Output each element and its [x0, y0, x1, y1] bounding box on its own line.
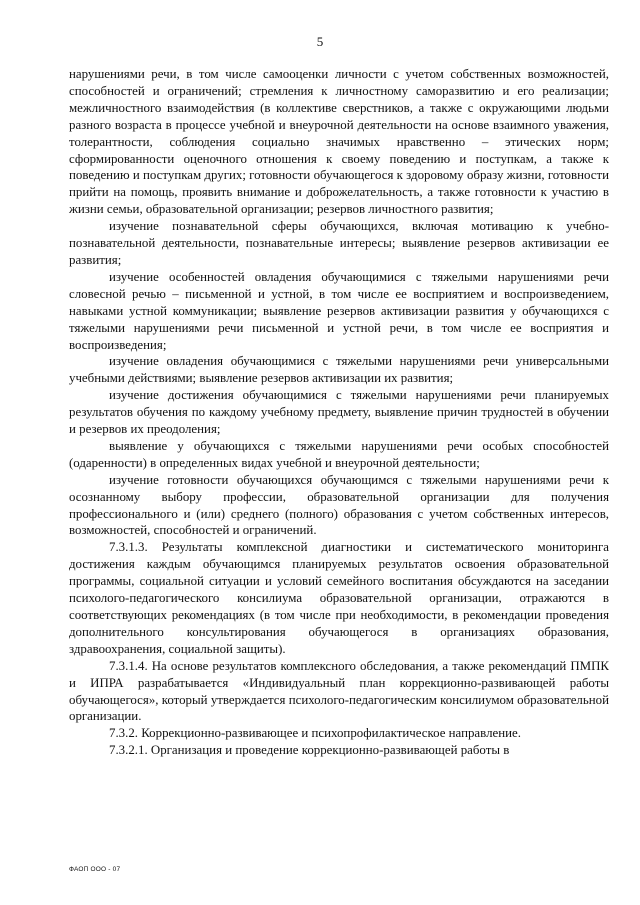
paragraph-section-7-3-1-4: 7.3.1.4. На основе результатов комплексного обследования, а также рекомендаций ПМПК и ИПРА разрабатывается «Индивидуальный план коррекционно-развивающей работы обучающегося», который утверждается психолого-педагогическим консилиумом образовательной организации. [69, 658, 609, 724]
paragraph-section-7-3-2-1: 7.3.2.1. Организация и проведение коррекционно-развивающей работы в [109, 743, 510, 758]
document-body [69, 66, 609, 759]
paragraph-speech-mastery: изучение особенностей овладения обучающимися с тяжелыми нарушениями речи словесной речью – письменной и устной, в том числе ее восприятием и воспроизведением, навыками устной коммуникации; выявление резервов активизации развития у обучающихся с тяжелыми нарушениями речи письменной и устной речи, в том числе ее восприятия и воспроизведения; [69, 269, 609, 352]
paragraph-learning-actions: изучение овладения обучающимися с тяжелыми нарушениями речи универсальными учебными действиями; выявление резервов активизации их развития; [69, 354, 609, 386]
heading-section-7-3-2: 7.3.2. Коррекционно-развивающее и психопрофилактическое направление. [109, 726, 521, 741]
page-footer: ФАОП ООО - 07 [69, 866, 121, 873]
paragraph-career-readiness: изучение готовности обучающихся обучающимся с тяжелыми нарушениями речи к осознанному выбору профессии, образовательной организации для получения профессионального и (или) среднего (полного) образования с учетом собственных интересов, возможностей, способностей и ограничений. [69, 472, 609, 538]
page-number: 5 [316, 34, 324, 49]
paragraph-cognitive-sphere: изучение познавательной сферы обучающихся, включая мотивацию к учебно-познавательной деятельности, познавательные интересы; выявление резервов активизации ее развития; [69, 219, 609, 267]
paragraph-section-7-3-1-3: 7.3.1.3. Результаты комплексной диагностики и систематического мониторинга достижения каждым обучающимся планируемых результатов освоения образовательной программы, социальной ситуации и условий семейного воспитания обсуждаются на заседании психолого-педагогического консилиума образовательной организации, отражаются в соответствующих рекомендациях (в том числе при необходимости, в рекомендации проведения дополнительного консультирования обучающегося в организациях образования, здравоохранения, социальной защиты). [69, 540, 609, 656]
paragraph-giftedness: выявление у обучающихся с тяжелыми нарушениями речи особых способностей (одаренности) в определенных видах учебной и внеурочной деятельности; [69, 438, 609, 470]
paragraph-learning-results: изучение достижения обучающимися с тяжелыми нарушениями речи планируемых результатов обучения по каждому учебному предмету, выявление причин трудностей в обучении и резервов их преодоления; [69, 388, 609, 437]
paragraph-personal-development: нарушениями речи, в том числе самооценки личности с учетом собственных возможностей, способностей и ограничений; стремления к личностному саморазвитию и его реализации; межличностного взаимодействия (в коллективе сверстников, а также с окружающими людьми разного возраста в процессе учебной и внеурочной деятельности на основе взаимного уважения, толерантности, соблюдения социально значимых нравственно – этических норм; сформированности оценочного отношения к своему поведению и поступкам, а также к поведению и поступкам других; готовности обучающегося к здоровому образу жизни, готовности прийти на помощь, проявить внимание и доброжелательность, а также готовности к участию в жизни семьи, образовательной организации; резервов личностного развития; [69, 67, 609, 217]
